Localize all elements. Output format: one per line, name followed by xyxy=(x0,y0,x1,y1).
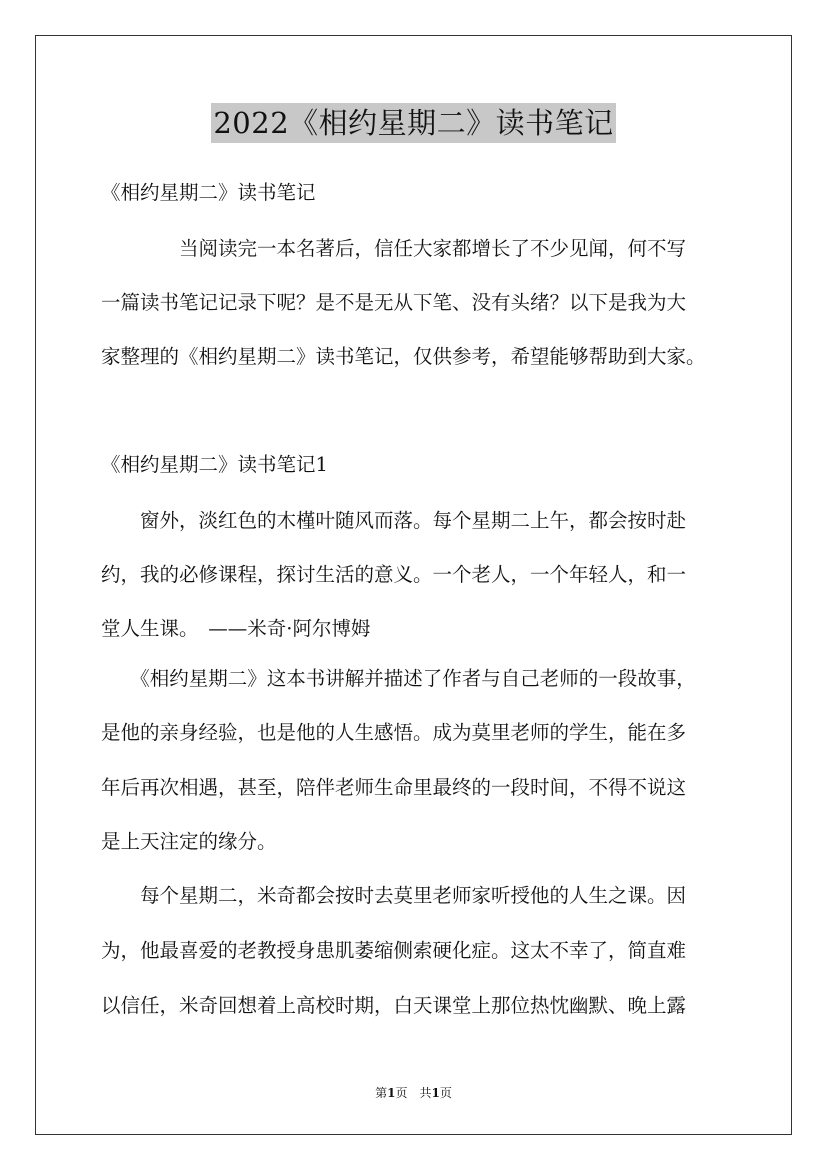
body-line: 约，我的必修课程，探讨生活的意义。一个老人，一个年轻人，和一 xyxy=(101,563,687,586)
intro-line-3: 家整理的《相约星期二》读书笔记，仅供参考，希望能够帮助到大家。 xyxy=(101,345,706,368)
intro-line-2: 一篇读书笔记记录下呢？是不是无从下笔、没有头绪？以下是我为大 xyxy=(101,291,687,314)
footer-page-number: 1 xyxy=(387,1086,396,1100)
body-line: 是他的亲身经验，也是他的人生感悟。成为莫里老师的学生，能在多 xyxy=(101,721,687,744)
footer-page-suffix: 页 共 xyxy=(395,1086,432,1100)
footer-page-prefix: 第 xyxy=(375,1086,388,1100)
title-container xyxy=(0,103,827,143)
document-title: 2022《相约星期二》读书笔记 xyxy=(211,103,615,143)
body-line: 为，他最喜爱的老教授身患肌萎缩侧索硬化症。这太不幸了，简直难 xyxy=(101,939,687,962)
footer-total-suffix: 页 xyxy=(439,1086,452,1100)
footer-total-pages: 1 xyxy=(431,1086,440,1100)
page-footer xyxy=(0,1084,827,1101)
body-line: 堂人生课。 ——米奇·阿尔博姆 xyxy=(101,617,371,640)
body-line: 窗外，淡红色的木槿叶随风而落。每个星期二上午，都会按时赴 xyxy=(101,509,687,532)
body-line: 是上天注定的缘分。 xyxy=(101,830,277,853)
body-line: 以信任，米奇回想着上高校时期，白天课堂上那位热忱幽默、晚上露 xyxy=(101,994,687,1017)
intro-line-1: 当阅读完一本名著后，信任大家都增长了不少见闻，何不写 xyxy=(101,237,687,260)
subtitle-line: 《相约星期二》读书笔记 xyxy=(101,181,316,204)
body-line: 《相约星期二》这本书讲解并描述了作者与自己老师的一段故事， xyxy=(101,667,696,690)
section-heading: 《相约星期二》读书笔记1 xyxy=(101,453,328,476)
body-line: 年后再次相遇，甚至，陪伴老师生命里最终的一段时间，不得不说这 xyxy=(101,776,687,799)
body-line: 每个星期二，米奇都会按时去莫里老师家听授他的人生之课。因 xyxy=(101,884,687,907)
